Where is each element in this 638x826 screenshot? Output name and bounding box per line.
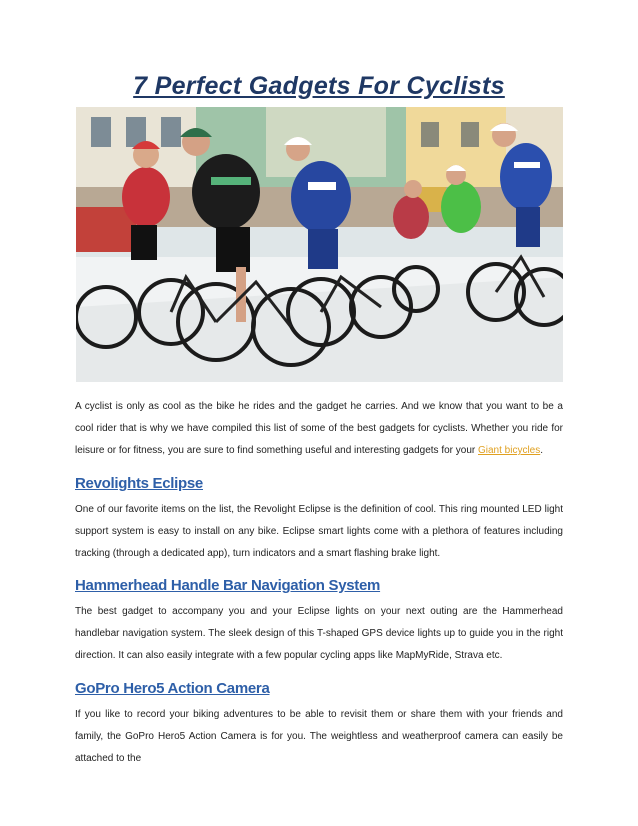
cyclists-photo — [76, 107, 563, 382]
intro-text: A cyclist is only as cool as the bike he rides and the gadget he carries. And we know that you want to be a cool rider that is why we have compiled this list of some of the best gadgets for cyclists. Whether you ride for leisure or for fitness, you are sure to find something useful and interesting gadgets for your — [75, 401, 563, 456]
section-text-revolights: One of our favorite items on the list, the Revolight Eclipse is the definition of cool. This ring mounted LED light support system is easy to install on any bike. Eclipse smart lights come with a plethora of features including tracking (through a dedicated app), turn indicators and a smart flashing brake light. — [75, 504, 563, 559]
cyclists-photo-illustration — [76, 107, 563, 382]
section-heading-gopro: GoPro Hero5 Action Camera — [75, 680, 270, 697]
giant-bicycles-link[interactable]: Giant bicycles — [478, 445, 541, 456]
section-heading-hammerhead: Hammerhead Handle Bar Navigation System — [75, 577, 381, 594]
intro-end: . — [540, 445, 544, 456]
section-heading-revolights: Revolights Eclipse — [75, 475, 203, 492]
page-title: 7 Perfect Gadgets For Cyclists — [133, 72, 505, 100]
section-text-hammerhead: The best gadget to accompany you and your Eclipse lights on your next outing are the Hammerhead handlebar navigation system. The sleek design of this T-shaped GPS device lights up to guide you in the right direction. It can also easily integrate with a few popular cycling apps like MapMyRide, Strava etc. — [75, 606, 563, 661]
intro-paragraph — [75, 396, 563, 462]
section-text-gopro: If you like to record your biking adventures to be able to revisit them or share them with your friends and family, the GoPro Hero5 Action Camera is for you. The weightless and weatherproof camera can easily be attached to the — [75, 709, 563, 764]
